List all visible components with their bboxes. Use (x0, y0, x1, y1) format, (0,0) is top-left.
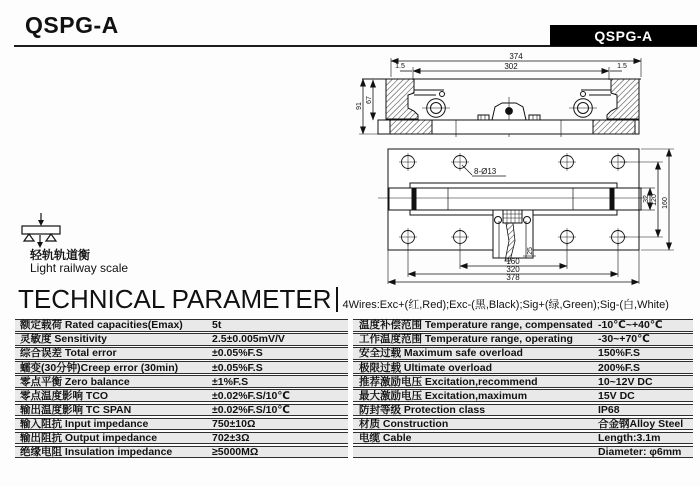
dim-cable: 25 (527, 247, 534, 255)
param-value: 2.5±0.005mV/V (212, 333, 285, 346)
table-row (15, 446, 693, 459)
param-value: IP68 (598, 403, 620, 416)
table-row (15, 375, 693, 388)
param-label: 零点温度影响 TCO (20, 389, 109, 402)
param-value: 150%F.S (598, 347, 641, 360)
param-value: 15V DC (598, 389, 635, 402)
heading-bar (336, 287, 338, 312)
table-row (15, 432, 693, 445)
param-label: 推荐激励电压 Excitation,recommend (359, 375, 538, 388)
beam-load-icon (18, 212, 108, 252)
param-label: 输出温度影响 TC SPAN (20, 403, 132, 416)
param-value: -30~+70℃ (598, 333, 650, 346)
table-row (15, 404, 693, 417)
param-value: 合金钢Alloy Steel (598, 417, 684, 430)
page-title: QSPG-A (25, 12, 119, 38)
param-value: 5t (212, 319, 222, 332)
param-label: 输出阻抗 Output impedance (20, 432, 158, 444)
table-row (15, 347, 693, 360)
wiring-note: 4Wires:Exc+(红,Red);Exc-(黑,Black);Sig+(绿,Green);Sig-(白,White) (342, 299, 669, 311)
param-label: 灵敏度 Sensitivity (20, 333, 107, 346)
param-label: 材质 Construction (359, 417, 449, 430)
param-value: 200%F.S (598, 361, 641, 374)
param-value: -10℃~+40℃ (598, 319, 663, 332)
dim-height-inner: 67 (366, 96, 373, 104)
param-value: ±1%F.S (212, 375, 249, 388)
param-value: ≥5000MΩ (212, 446, 259, 459)
drawing-svg (356, 53, 700, 287)
param-label: 最大激励电压 Excitation,maximum (359, 389, 528, 402)
param-value: ±0.05%F.S (212, 347, 263, 360)
param-value: 702±3Ω (212, 432, 250, 444)
table-row (15, 418, 693, 431)
param-label: 工作温度范围 Temperature range, operating (359, 333, 573, 346)
application-label-cn: 轻轨轨道衡 (30, 248, 91, 262)
model-badge: QSPG-A (550, 25, 697, 46)
table-row (15, 389, 693, 402)
dim-height-outer: 91 (356, 102, 363, 110)
param-label: 输入阻抗 Input impedance (20, 417, 149, 430)
parameter-table (15, 319, 693, 460)
dim-hole-row-spacing: 120 (651, 194, 658, 206)
param-label: 蠕变(30分钟)Creep error (30min) (20, 361, 179, 374)
dim-holes-label: 8-Ø13 (474, 167, 497, 176)
dim-beam-width: 32 (643, 195, 650, 203)
param-label: 温度补偿范围 Temperature range, compensated (359, 319, 593, 332)
application-label-en: Light railway scale (30, 261, 129, 275)
param-label: 绝缘电阻 Insulation impedance (20, 446, 173, 459)
param-label: 极限过载 Ultimate overload (359, 361, 493, 374)
dim-edge-left: 1.5 (395, 63, 405, 70)
table-row (15, 361, 693, 374)
param-value: Length:3.1m (598, 432, 661, 444)
application-labels (30, 249, 128, 275)
table-row (15, 319, 693, 332)
technical-drawing (356, 53, 700, 287)
dim-inner-width: 302 (504, 62, 518, 71)
section-title: TECHNICAL PARAMETER (18, 284, 332, 314)
section-heading (18, 286, 669, 312)
param-label: 额定载荷 Rated capacities(Emax) (20, 319, 183, 332)
plan-view (378, 149, 674, 284)
param-value: Diameter: φ6mm (598, 446, 682, 459)
dim-hole-span: 320 (506, 265, 520, 274)
dim-plate-width: 378 (506, 273, 520, 282)
param-label: 综合误差 Total error (20, 347, 117, 360)
param-value: 750±10Ω (212, 417, 256, 430)
param-label: 防封等级 Protection class (359, 403, 486, 416)
table-row (15, 333, 693, 346)
param-label: 电缆 Cable (359, 432, 412, 444)
dim-plate-height: 160 (662, 197, 669, 209)
dim-edge-right: 1.5 (617, 63, 627, 70)
param-value: ±0.02%F.S/10℃ (212, 403, 291, 416)
param-value: ±0.02%F.S/10℃ (212, 389, 291, 402)
dim-overall-width: 374 (509, 53, 523, 61)
param-value: ±0.05%F.S (212, 361, 263, 374)
param-label: 安全过载 Maximum safe overload (359, 347, 523, 360)
param-value: 10~12V DC (598, 375, 653, 388)
dim-hole-pitch: 160 (506, 257, 520, 266)
param-label: 零点平衡 Zero balance (20, 375, 130, 388)
